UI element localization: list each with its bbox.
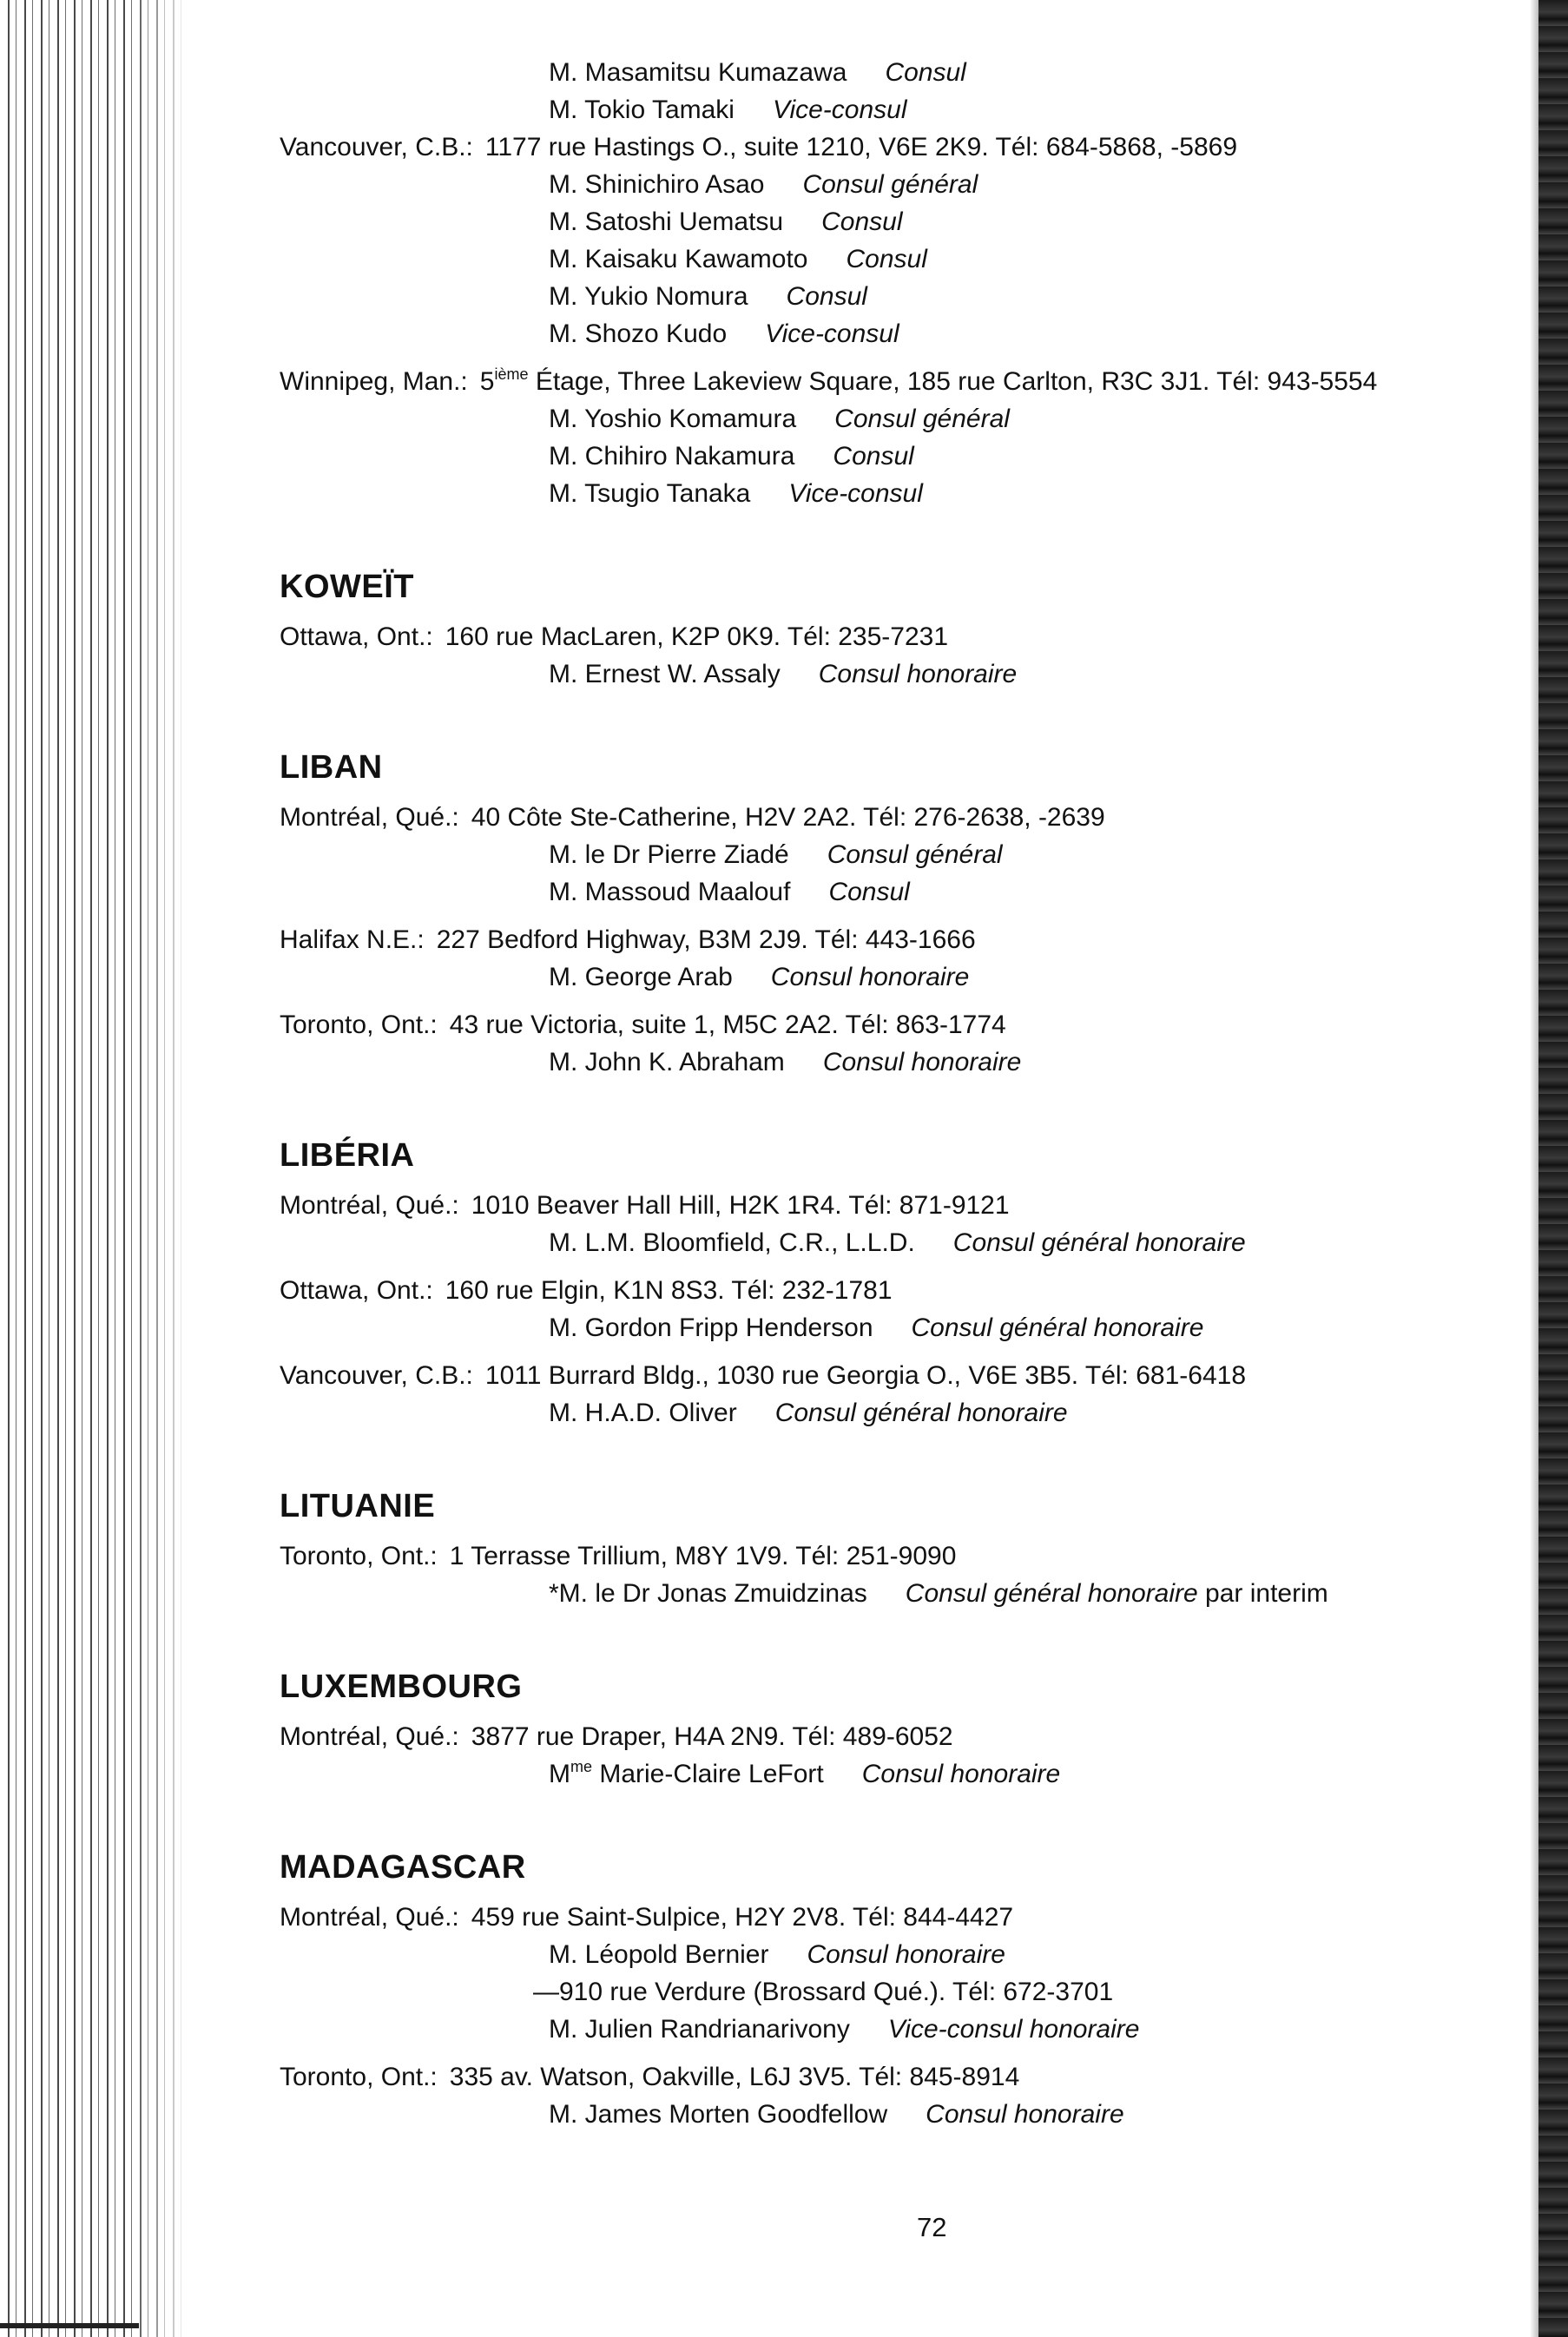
person-name: M. le Dr Pierre Ziadé [549, 840, 789, 869]
name-prefix: M [549, 1760, 570, 1788]
name-superscript: me [570, 1758, 593, 1775]
address-text: 1 Terrasse Trillium, M8Y 1V9. Tél: 251-9090 [449, 1542, 957, 1570]
address-text: 1010 Beaver Hall Hill, H2K 1R4. Tél: 871-9121 [471, 1191, 1010, 1220]
address-line [280, 1899, 1512, 1936]
address-line [280, 1357, 1512, 1394]
person-entry [280, 1575, 1512, 1612]
lituanie-group [280, 1537, 1512, 1612]
person-entry [280, 1755, 1512, 1793]
address-line [280, 1718, 1512, 1755]
continuation-group-winnipeg [280, 363, 1512, 512]
liban-group-montreal [280, 799, 1512, 911]
person-entry [280, 1224, 1512, 1261]
address-line [280, 363, 1512, 400]
person-entry [280, 873, 1512, 911]
person-name: M. Masamitsu Kumazawa [549, 58, 847, 87]
person-name: M. Kaisaku Kawamoto [549, 245, 808, 273]
page-edge-right-shadow [1530, 0, 1538, 2337]
person-name: M. Tokio Tamaki [549, 95, 735, 124]
person-title: Consul honoraire [926, 2100, 1124, 2129]
person-name: M. Shinichiro Asao [549, 170, 765, 199]
liberia-group-vancouver [280, 1357, 1512, 1432]
address-line [280, 1006, 1512, 1043]
person-entry [280, 655, 1512, 693]
person-name: M. Léopold Bernier [549, 1940, 769, 1969]
bottom-rule [0, 2323, 139, 2328]
person-entry [280, 400, 1512, 438]
person-name: *M. le Dr Jonas Zmuidzinas [549, 1579, 867, 1608]
person-title: Consul honoraire [770, 963, 970, 991]
person-entry [280, 1309, 1512, 1346]
person-entry [280, 958, 1512, 996]
person-entry [280, 54, 1512, 91]
country-heading: LIBAN [280, 749, 383, 786]
person-entry [280, 166, 1512, 203]
person-title: Consul honoraire [818, 660, 1018, 688]
name-rest: Marie-Claire LeFort [592, 1760, 824, 1788]
address-line [280, 2058, 1512, 2096]
address-line [280, 618, 1512, 655]
person-title: Consul [828, 878, 910, 906]
liberia-group-ottawa [280, 1272, 1512, 1346]
person-name: M. Ernest W. Assaly [549, 660, 781, 688]
person-title: Consul honoraire [861, 1760, 1061, 1788]
person-entry [280, 240, 1512, 278]
person-entry [280, 2096, 1512, 2133]
person-entry [280, 475, 1512, 512]
person-title: Consul honoraire [822, 1048, 1022, 1076]
address-text: 160 rue MacLaren, K2P 0K9. Tél: 235-7231 [445, 622, 949, 651]
person-title: Vice-consul [772, 95, 907, 124]
address-text: 1011 Burrard Bldg., 1030 rue Georgia O., V6E 3B5. Tél: 681-6418 [484, 1361, 1246, 1390]
address-line [280, 1272, 1512, 1309]
person-entry [280, 438, 1512, 475]
person-title: Consul général [834, 405, 1010, 433]
person-title: Consul général honoraire [905, 1579, 1198, 1608]
page-number: 72 [917, 2212, 947, 2242]
city-label: Toronto, Ont.: [280, 2063, 438, 2091]
person-title: Consul [786, 282, 867, 311]
address-superscript: ième [494, 365, 529, 383]
address-text: 3877 rue Draper, H4A 2N9. Tél: 489-6052 [471, 1722, 953, 1751]
city-label: Montréal, Qué.: [280, 1722, 459, 1751]
person-title: Consul général honoraire [774, 1399, 1068, 1427]
person-title: Consul général [827, 840, 1003, 869]
person-name: M. H.A.D. Oliver [549, 1399, 737, 1427]
sub-address-line: —910 rue Verdure (Brossard Qué.). Tél: 672-3701 [533, 1978, 1114, 2006]
person-title-suffix: par interim [1197, 1579, 1328, 1608]
address-line [280, 799, 1512, 836]
person-name: M. George Arab [549, 963, 733, 991]
country-heading: LUXEMBOURG [280, 1669, 523, 1705]
city-label: Ottawa, Ont.: [280, 622, 433, 651]
person-name: M. Massoud Maalouf [549, 878, 791, 906]
person-entry [280, 1043, 1512, 1081]
person-name: M. Chihiro Nakamura [549, 442, 795, 471]
city-label: Vancouver, C.B.: [280, 1361, 473, 1390]
person-title: Consul général honoraire [911, 1313, 1204, 1342]
address-text: 459 rue Saint-Sulpice, H2Y 2V8. Tél: 844-4427 [471, 1903, 1014, 1932]
person-name: M. James Morten Goodfellow [549, 2100, 888, 2129]
koweit-group [280, 618, 1512, 693]
city-label: Toronto, Ont.: [280, 1542, 438, 1570]
liberia-group-montreal [280, 1187, 1512, 1261]
continuation-group-vancouver [280, 128, 1512, 352]
person-entry [280, 278, 1512, 315]
person-title: Consul [846, 245, 927, 273]
liban-group-toronto [280, 1006, 1512, 1081]
person-title: Consul [833, 442, 914, 471]
luxembourg-group [280, 1718, 1512, 1793]
person-title: Consul général [802, 170, 978, 199]
person-name: M. Julien Randrianarivony [549, 2015, 850, 2044]
person-name: M. Gordon Fripp Henderson [549, 1313, 873, 1342]
person-title: Vice-consul [788, 479, 923, 508]
country-heading: KOWEÏT [280, 569, 414, 605]
address-text: 40 Côte Ste-Catherine, H2V 2A2. Tél: 276-2638, -2639 [471, 803, 1105, 832]
address-line [280, 1537, 1512, 1575]
person-entry [280, 203, 1512, 240]
directory-content [280, 54, 1512, 2133]
person-name: M. Satoshi Uematsu [549, 207, 784, 236]
binding-edge-fade [130, 0, 191, 2337]
address-text [480, 367, 1378, 396]
city-label: Toronto, Ont.: [280, 1011, 438, 1039]
person-entry [280, 2011, 1512, 2048]
city-label: Halifax N.E.: [280, 925, 425, 954]
person-entry [280, 1936, 1512, 1973]
city-label: Vancouver, C.B.: [280, 133, 473, 161]
continuation-group-1 [280, 54, 1512, 128]
address-line [280, 128, 1512, 166]
page-edge-right [1538, 0, 1568, 2337]
person-title: Consul honoraire [807, 1940, 1005, 1969]
address-text: 227 Bedford Highway, B3M 2J9. Tél: 443-1666 [436, 925, 976, 954]
address-line [280, 921, 1512, 958]
country-heading: LITUANIE [280, 1488, 436, 1524]
address-text: 160 rue Elgin, K1N 8S3. Tél: 232-1781 [445, 1276, 893, 1305]
city-label: Montréal, Qué.: [280, 1191, 459, 1220]
person-entry [280, 91, 1512, 128]
person-entry [280, 315, 1512, 352]
person-name: M. Shozo Kudo [549, 319, 728, 348]
liban-group-halifax [280, 921, 1512, 996]
city-label: Montréal, Qué.: [280, 803, 459, 832]
person-title: Consul [885, 58, 966, 87]
person-title: Consul général honoraire [952, 1228, 1246, 1257]
city-label: Winnipeg, Man.: [280, 367, 468, 396]
address-rest: Étage, Three Lakeview Square, 185 rue Carlton, R3C 3J1. Tél: 943-5554 [528, 367, 1378, 396]
person-title: Vice-consul honoraire [887, 2015, 1140, 2044]
address-text: 1177 rue Hastings O., suite 1210, V6E 2K9. Tél: 684-5868, -5869 [484, 133, 1238, 161]
address-prefix: 5 [479, 367, 495, 396]
city-label: Ottawa, Ont.: [280, 1276, 433, 1305]
person-entry [280, 1394, 1512, 1432]
person-name: M. L.M. Bloomfield, C.R., L.L.D. [549, 1228, 915, 1257]
address-line [280, 1187, 1512, 1224]
city-label: Montréal, Qué.: [280, 1903, 459, 1932]
address-text: 335 av. Watson, Oakville, L6J 3V5. Tél: 845-8914 [449, 2063, 1020, 2091]
person-entry [280, 836, 1512, 873]
person-title: Consul [821, 207, 903, 236]
person-name: M. Yukio Nomura [549, 282, 748, 311]
country-heading: MADAGASCAR [280, 1849, 526, 1886]
person-name [549, 1760, 824, 1788]
person-name: M. Yoshio Komamura [549, 405, 797, 433]
person-name: M. John K. Abraham [549, 1048, 785, 1076]
person-name: M. Tsugio Tanaka [549, 479, 751, 508]
person-title: Vice-consul [765, 319, 899, 348]
country-heading: LIBÉRIA [280, 1137, 415, 1174]
madagascar-group-montreal [280, 1899, 1512, 2048]
madagascar-group-toronto [280, 2058, 1512, 2133]
address-text: 43 rue Victoria, suite 1, M5C 2A2. Tél: 863-1774 [449, 1011, 1006, 1039]
